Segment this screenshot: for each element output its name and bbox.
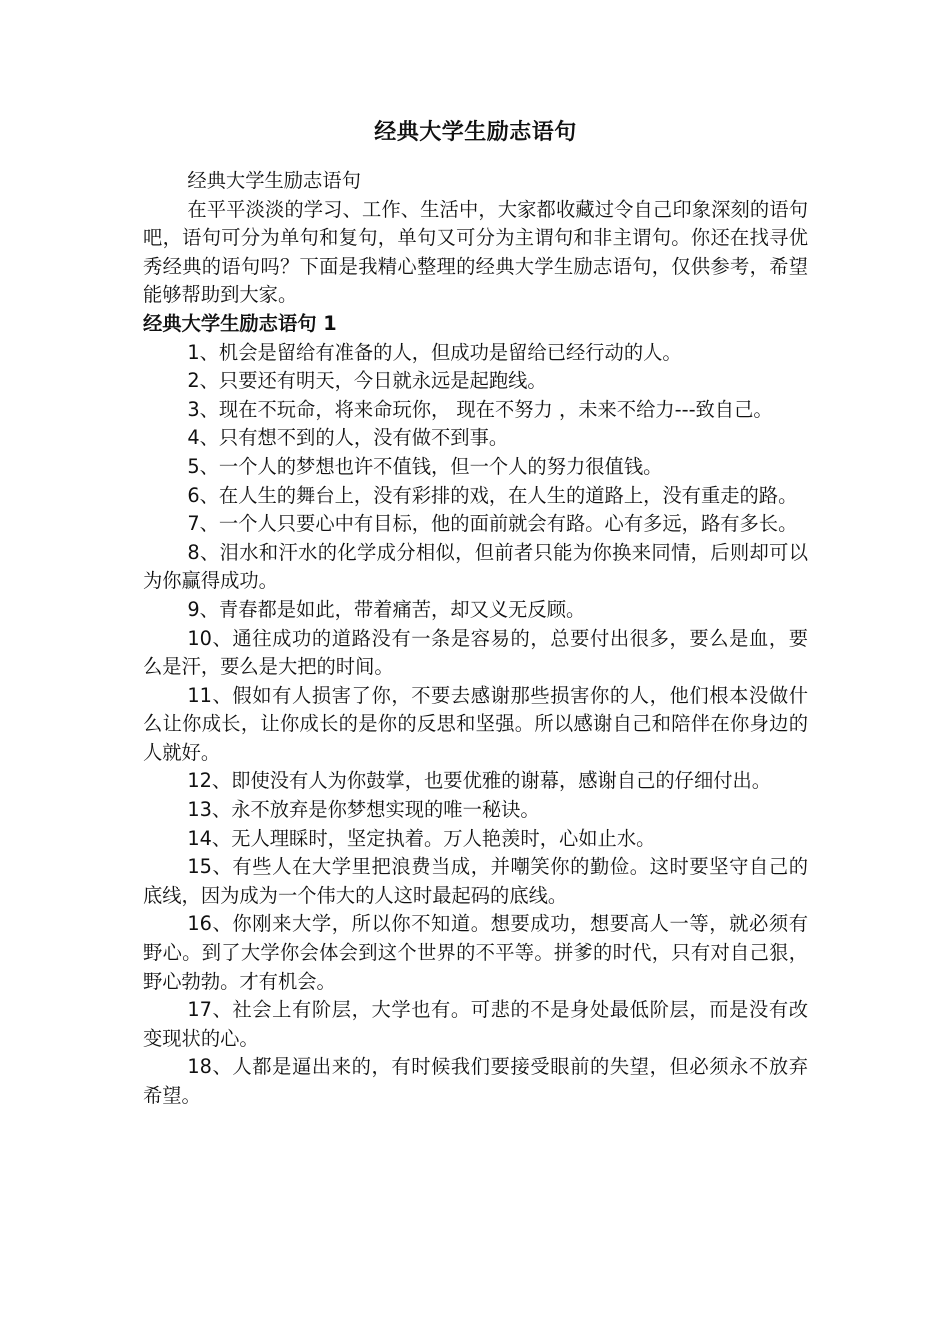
list-item: 1、机会是留给有准备的人，但成功是留给已经行动的人。	[187, 340, 682, 364]
list-item: 9、青春都是如此，带着痛苦，却又义无反顾。	[187, 597, 586, 621]
list-item: 12、即使没有人为你鼓掌，也要优雅的谢幕，感谢自己的仔细付出。	[187, 769, 772, 793]
section-heading: 经典大学生励志语句 1	[143, 311, 337, 335]
list-item: 18、人都是逼出来的，有时候我们要接受眼前的失望，但必须永不放弃希望。	[143, 1055, 808, 1107]
document-subtitle: 经典大学生励志语句	[187, 169, 361, 192]
list-item: 3、现在不玩命，将来命玩你， 现在不努力 ，未来不给力---致自己。	[187, 397, 773, 421]
document-title: 经典大学生励志语句	[374, 120, 577, 145]
list-item: 13、永不放弃是你梦想实现的唯一秘诀。	[187, 798, 540, 822]
list-item: 11、假如有人损害了你，不要去感谢那些损害你的人，他们根本没做什么让你成长，让你成长的是你的反思和坚强。所以感谢自己和陪伴在你身边的人就好。	[143, 683, 808, 764]
list-item: 15、有些人在大学里把浪费当成，并嘲笑你的勤俭。这时要坚守自己的底线，因为成为一个伟大的人这时最起码的底线。	[143, 855, 808, 907]
quote-list	[143, 339, 808, 1111]
list-item: 17、社会上有阶层，大学也有。可悲的不是身处最低阶层，而是没有改变现状的心。	[143, 998, 808, 1050]
list-item: 4、只有想不到的人，没有做不到事。	[187, 426, 509, 450]
list-item: 10、通往成功的道路没有一条是容易的，总要付出很多，要么是血，要么是汗，要么是大把的时间。	[143, 626, 808, 679]
list-item: 6、在人生的舞台上，没有彩排的戏，在人生的道路上，没有重走的路。	[187, 483, 798, 507]
list-item: 5、一个人的梦想也许不值钱，但一个人的努力很值钱。	[187, 454, 663, 478]
list-item: 16、你刚来大学，所以你不知道。想要成功，想要高人一等，就必须有野心。到了大学你会体会到这个世界的不平等。拼爹的时代，只有对自己狠，野心勃勃。才有机会。	[143, 912, 808, 993]
list-item: 14、无人理睬时，坚定执着。万人艳羡时，心如止水。	[187, 826, 656, 850]
intro-paragraph: 在平平淡淡的学习、工作、生活中，大家都收藏过令自己印象深刻的语句吧，语句可分为单句和复句，单句又可分为主谓句和非主谓句。你还在找寻优秀经典的语句吗？下面是我精心整理的经典大学生励志语句，仅供参考，希望能够帮助到大家。	[143, 197, 808, 307]
list-item: 7、一个人只要心中有目标，他的面前就会有路。心有多远，路有多长。	[187, 512, 798, 536]
list-item: 8、泪水和汗水的化学成分相似，但前者只能为你换来同情，后则却可以为你赢得成功。	[143, 540, 808, 593]
document-page	[143, 113, 808, 1111]
list-item: 2、只要还有明天，今日就永远是起跑线。	[187, 369, 547, 393]
